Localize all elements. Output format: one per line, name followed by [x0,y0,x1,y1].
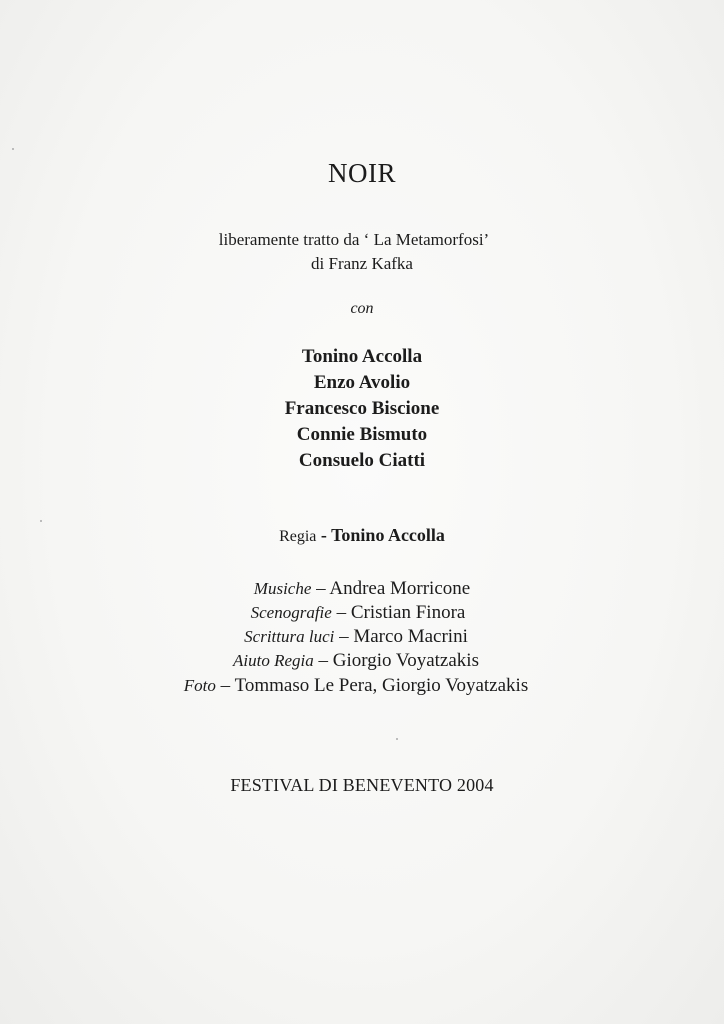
with-label: con [350,300,374,317]
subtitle-author: di Franz Kafka [311,254,413,273]
credit-line [0,578,724,600]
paper-speck [12,148,14,150]
credit-name: Marco Macrini [353,626,468,647]
director-line [0,525,724,546]
subtitle-source: liberamente tratto da ‘ La Metamorfosi’ [218,230,490,249]
credit-role: Aiuto Regia [233,651,314,670]
document-title: NOIR [328,158,396,188]
credit-separator: – [215,675,235,696]
credit-line [0,675,718,697]
festival-footer: FESTIVAL DI BENEVENTO 2004 [230,775,494,795]
credit-name: Andrea Morricone [329,578,471,599]
credit-line [0,626,718,648]
paper-speck [396,738,398,740]
credit-role: Musiche [253,579,312,598]
credit-separator: – [331,602,351,623]
cast-member: Consuelo Ciatti [298,450,426,471]
credit-separator: – [334,626,354,647]
credit-separator: – [311,578,330,599]
credit-name: Cristian Finora [350,602,466,623]
credit-line [0,650,718,672]
credit-role: Foto [183,676,216,695]
credit-role: Scrittura luci [244,627,335,646]
credit-name: Tommaso Le Pera, Giorgio Voyatzakis [234,675,529,696]
cast-member: Connie Bismuto [296,424,428,445]
director-label: Regia [279,528,317,545]
cast-member: Enzo Avolio [313,372,411,393]
credit-separator: – [313,650,333,671]
credit-role: Scenografie [250,603,332,622]
credit-line [0,602,720,624]
cast-member: Francesco Biscione [284,398,440,419]
director-name: Tonino Accolla [331,525,445,545]
cast-member: Tonino Accolla [301,346,423,367]
credit-name: Giorgio Voyatzakis [332,650,479,671]
paper-speck [40,520,42,522]
director-separator: - [316,525,332,545]
